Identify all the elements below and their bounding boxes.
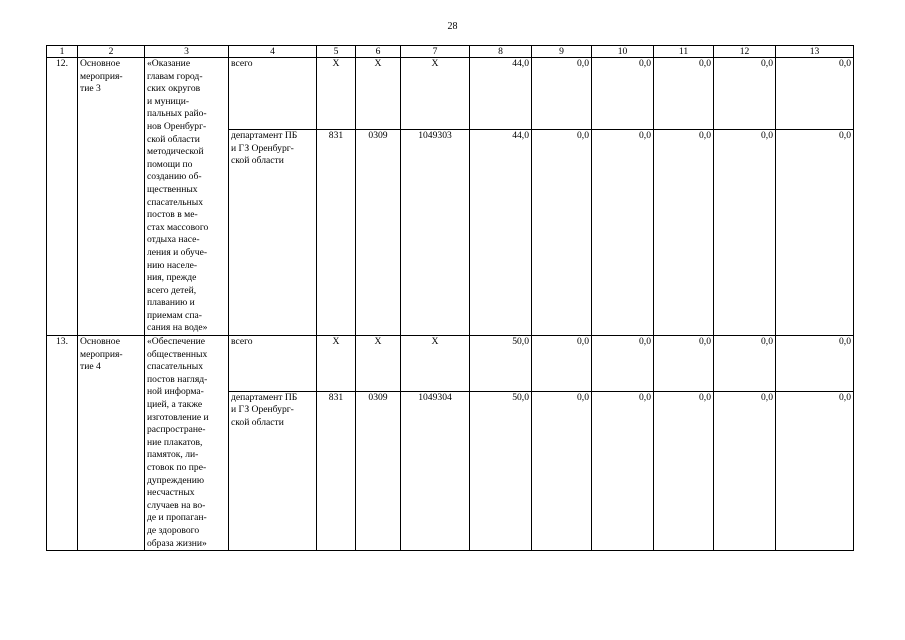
measure-name-line: нов Оренбург- [147, 120, 207, 132]
csr-cell: Х [401, 336, 470, 392]
row-number: 12. [47, 58, 78, 336]
amount-cell: 0,0 [654, 58, 714, 130]
measure-name-line: щественных [147, 183, 198, 195]
amount-cell: 50,0 [470, 391, 532, 550]
measure-name-line: ской области [147, 133, 200, 145]
rzpr-cell: Х [356, 336, 401, 392]
amount-cell: 0,0 [714, 336, 776, 392]
measure-name-line: стах массового [147, 221, 209, 233]
measure-name-line: спасательных [147, 196, 204, 208]
amount-cell: 0,0 [654, 130, 714, 336]
grbs-cell: 831 [317, 130, 356, 336]
amount-cell: 0,0 [592, 336, 654, 392]
grbs-cell: Х [317, 58, 356, 130]
amount-cell: 0,0 [654, 336, 714, 392]
rzpr-cell: Х [356, 58, 401, 130]
amount-cell: 0,0 [776, 336, 854, 392]
measure-name-line: изготовление и [147, 411, 209, 423]
col-header: 13 [776, 46, 854, 58]
budget-table [46, 45, 854, 551]
measure-name-line: распростране- [147, 424, 206, 436]
amount-cell: 0,0 [654, 391, 714, 550]
measure-name-line: «Обеспечение [147, 336, 205, 348]
measure-name-line: постов в ме- [147, 209, 198, 221]
measure-name-line: плаванию и [147, 297, 195, 309]
measure-name-line: ной информа- [147, 386, 204, 398]
measure-name-line: ние плакатов, [147, 436, 203, 448]
measure-name-line: и муници- [147, 95, 190, 107]
col-header: 12 [714, 46, 776, 58]
measure-name-line: помощи по [147, 158, 193, 170]
measure-name-line: цией, а также [147, 399, 203, 411]
amount-cell: 44,0 [470, 130, 532, 336]
measure-name-line: «Оказание [147, 58, 191, 69]
col-header: 2 [78, 46, 145, 58]
grbs-cell: Х [317, 336, 356, 392]
row-number: 13. [47, 336, 78, 551]
header-row [47, 46, 854, 58]
measure-name-line: ния, прежде [147, 272, 197, 284]
measure-type-line: тие 3 [80, 83, 101, 95]
csr-cell: 1049304 [401, 391, 470, 550]
measure-name-line: нию населе- [147, 259, 198, 271]
executor-line: и ГЗ Оренбург- [231, 404, 294, 416]
amount-cell: 0,0 [592, 58, 654, 130]
col-header: 11 [654, 46, 714, 58]
measure-name-line: образа жизни» [147, 537, 207, 549]
col-header: 5 [317, 46, 356, 58]
measure-name-line: де и пропаган- [147, 512, 207, 524]
col-header: 8 [470, 46, 532, 58]
executor-line: и ГЗ Оренбург- [231, 142, 294, 154]
col-header: 4 [229, 46, 317, 58]
measure-name-line: случаев на во- [147, 499, 206, 511]
measure-name-line: пальных райо- [147, 108, 207, 120]
table-row-total [47, 336, 854, 392]
measure-name-line: де здорового [147, 524, 200, 536]
measure-name-line: общественных [147, 348, 208, 360]
col-header: 6 [356, 46, 401, 58]
amount-cell: 44,0 [470, 58, 532, 130]
col-header: 7 [401, 46, 470, 58]
measure-name-line: стовок по пре- [147, 462, 207, 473]
col-header: 10 [592, 46, 654, 58]
measure-type [78, 336, 145, 551]
measure-type-line: мероприя- [80, 70, 123, 82]
measure-name-line: ских округов [147, 83, 201, 95]
executor-line: ской области [231, 155, 284, 167]
measure-type-line: Основное [80, 336, 120, 348]
measure-name-line: ления и обуче- [147, 246, 208, 258]
csr-cell: 1049303 [401, 130, 470, 336]
amount-cell: 50,0 [470, 336, 532, 392]
amount-cell: 0,0 [532, 130, 592, 336]
amount-cell: 0,0 [592, 130, 654, 336]
measure-name [145, 336, 229, 551]
rzpr-cell: 0309 [356, 391, 401, 550]
executor-line: департамент ПБ [231, 130, 298, 142]
measure-name-line: спасательных [147, 361, 204, 373]
measure-type-line: тие 4 [80, 361, 101, 373]
measure-name-line: методической [147, 146, 204, 158]
amount-cell: 0,0 [532, 58, 592, 130]
amount-cell: 0,0 [532, 336, 592, 392]
rzpr-cell: 0309 [356, 130, 401, 336]
measure-name-line: сания на воде» [147, 322, 208, 334]
measure-name-line: несчастных [147, 487, 195, 499]
measure-name-line: отдыха насе- [147, 234, 200, 246]
measure-name-line: приемам спа- [147, 309, 202, 321]
grbs-cell: 831 [317, 391, 356, 550]
page-number: 28 [447, 21, 458, 32]
measure-name-line: постов нагляд- [147, 373, 208, 385]
col-header: 1 [47, 46, 78, 58]
csr-cell: Х [401, 58, 470, 130]
measure-name-line: дупреждению [147, 474, 205, 486]
measure-type-line: Основное [80, 58, 120, 69]
table-row-total [47, 58, 854, 130]
executor-line: ской области [231, 417, 284, 429]
measure-name [145, 58, 229, 336]
measure-type [78, 58, 145, 336]
executor-cell [229, 391, 317, 550]
measure-name-line: всего детей, [147, 284, 197, 296]
measure-name-line: памяток, ли- [147, 449, 199, 461]
amount-cell: 0,0 [714, 130, 776, 336]
amount-cell: 0,0 [714, 391, 776, 550]
measure-name-line: созданию об- [147, 171, 202, 183]
amount-cell: 0,0 [592, 391, 654, 550]
amount-cell: 0,0 [776, 391, 854, 550]
executor-cell [229, 130, 317, 336]
amount-cell: 0,0 [532, 391, 592, 550]
col-header: 3 [145, 46, 229, 58]
executor-cell: всего [229, 58, 317, 130]
executor-line: департамент ПБ [231, 391, 298, 403]
amount-cell: 0,0 [776, 130, 854, 336]
measure-type-line: мероприя- [80, 348, 123, 360]
measure-name-line: главам город- [147, 70, 203, 82]
amount-cell: 0,0 [776, 58, 854, 130]
executor-cell: всего [229, 336, 317, 392]
amount-cell: 0,0 [714, 58, 776, 130]
col-header: 9 [532, 46, 592, 58]
